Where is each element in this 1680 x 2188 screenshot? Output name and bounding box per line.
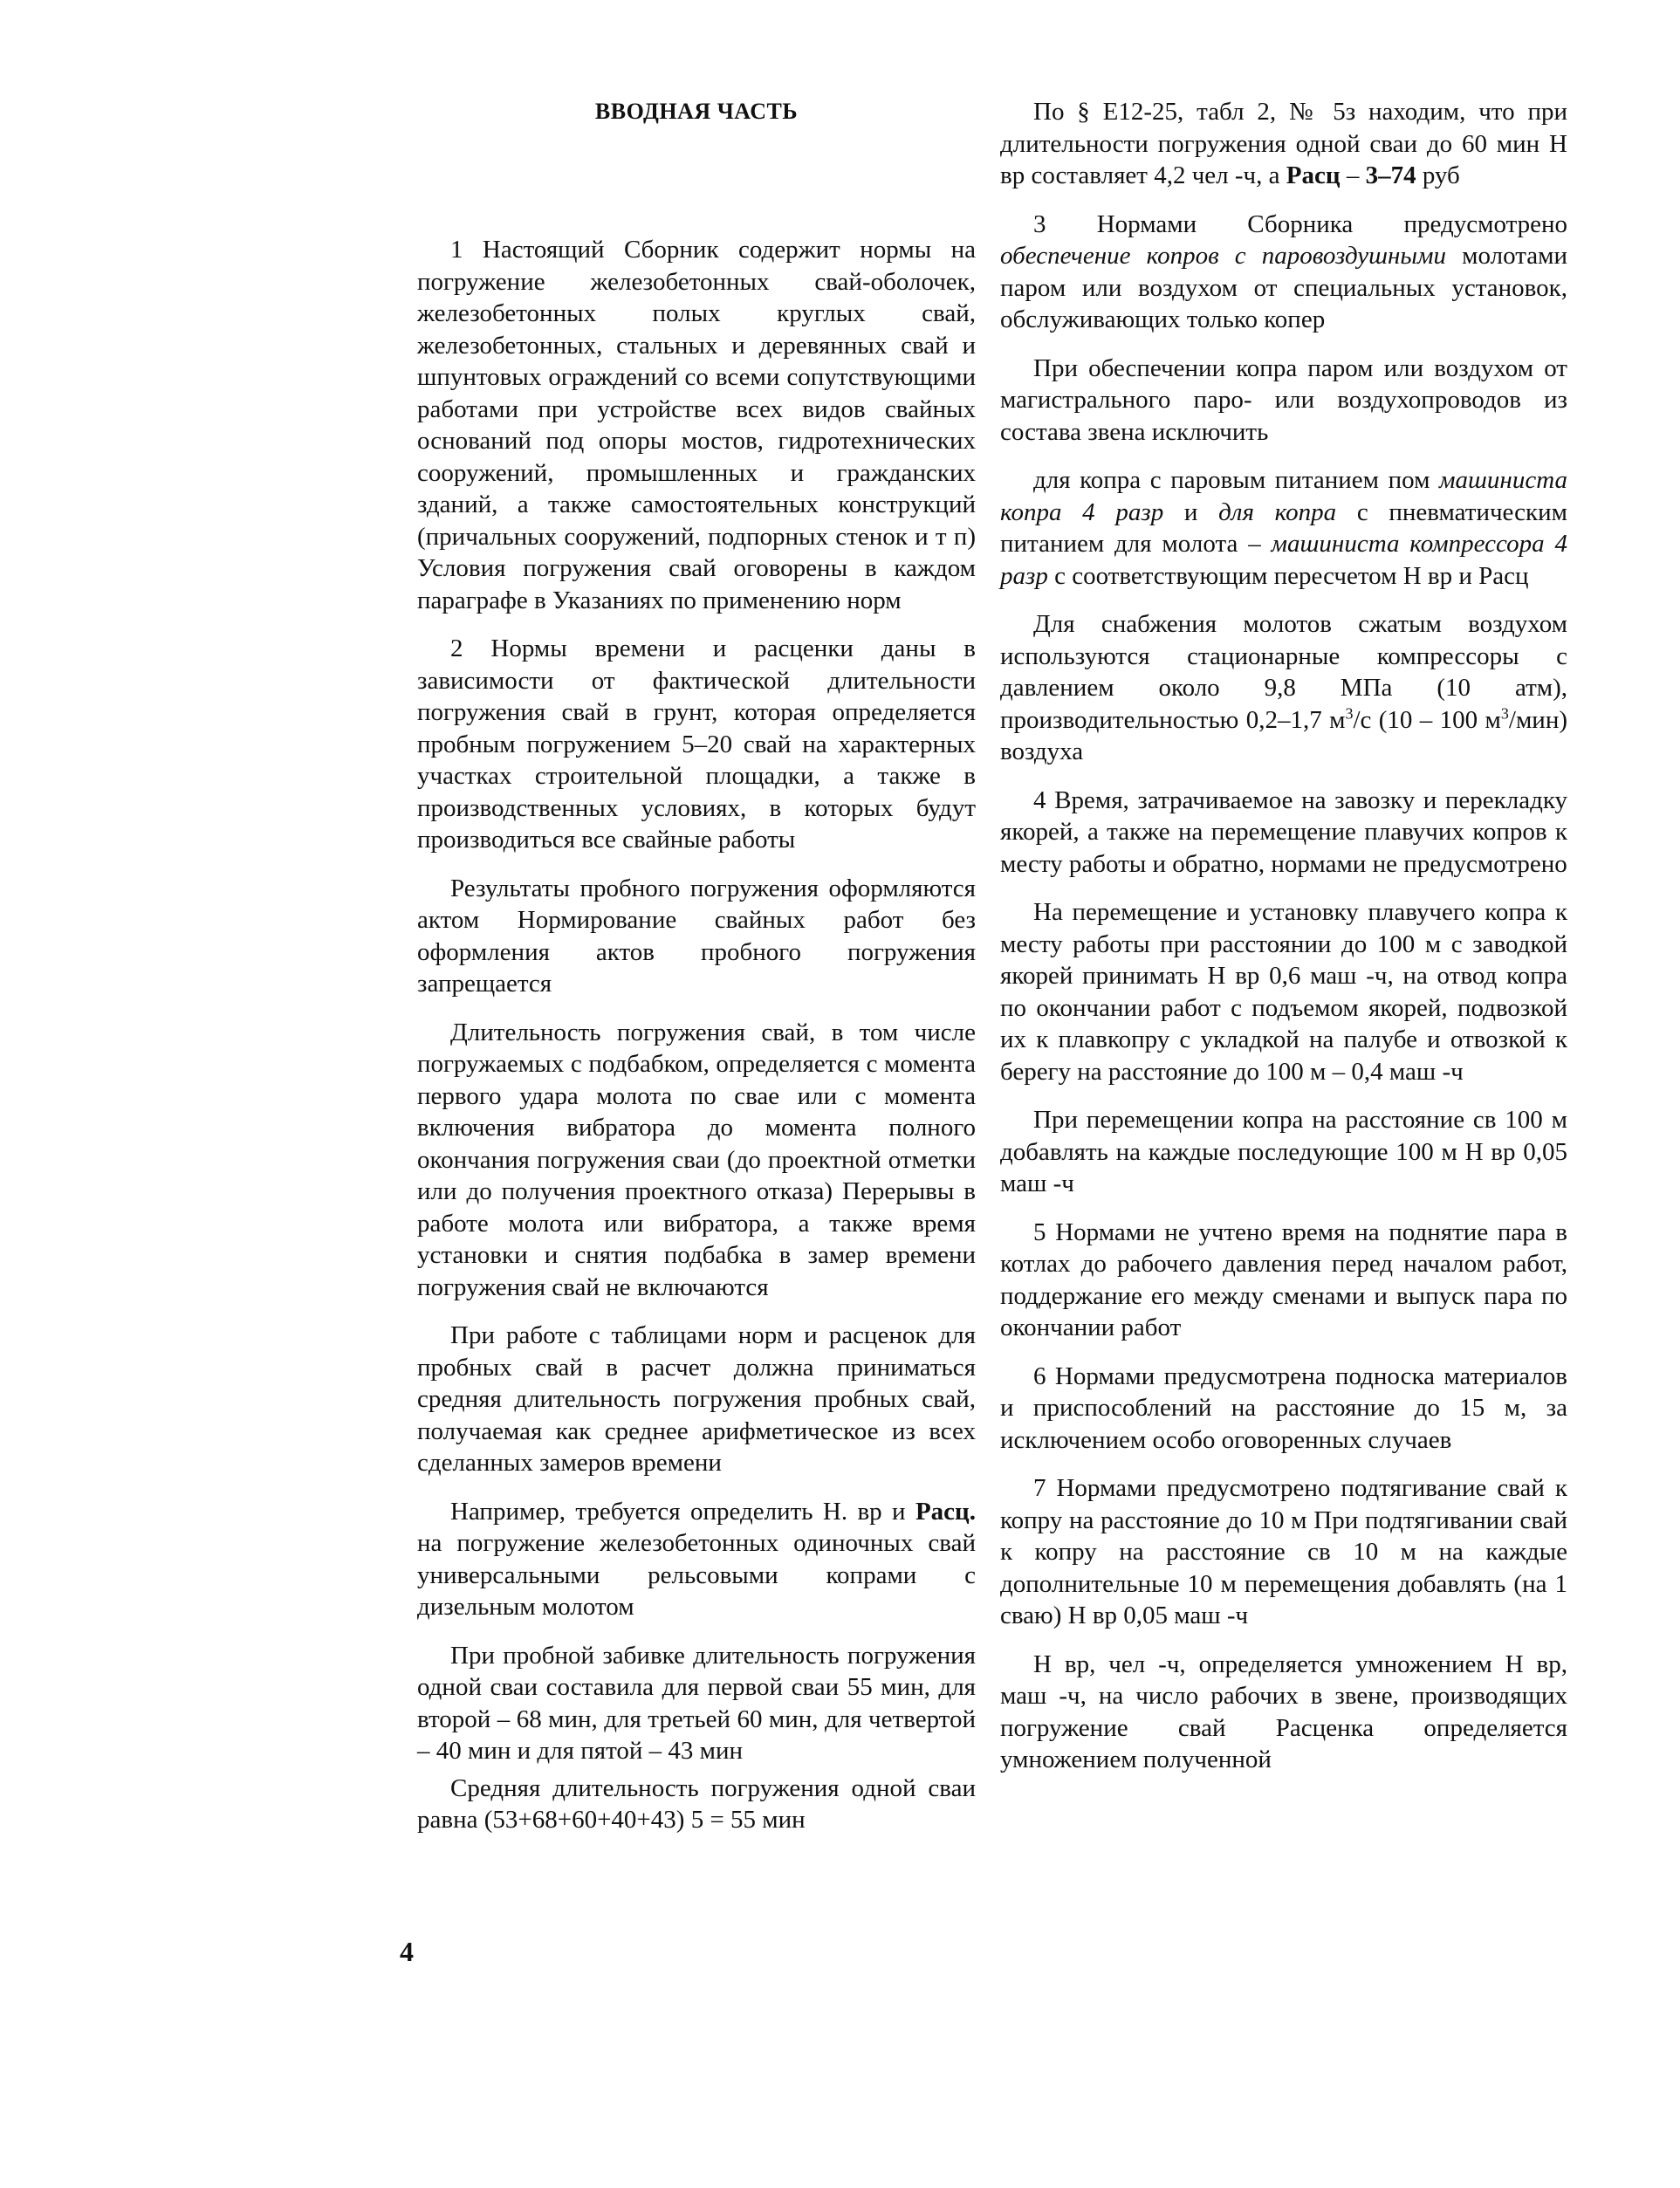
right-paragraph-8: При перемещении копра на расстояние св 100 м добавлять на каждые последующие 100 м Н вр 0,05 маш -ч bbox=[1000, 1106, 1567, 1197]
right-p4-italic-3: машиниста компрессора 4 разр bbox=[1000, 530, 1568, 590]
example-paragraph-2: При пробной забивке длительность погружения одной сваи составила для первой сваи 55 мин, для второй – 68 мин, для третьей 60 мин, для четвертой – 40 мин и для пятой – 43 мин bbox=[417, 1641, 976, 1765]
paragraph-2: 2 Нормы времени и расценки даны в зависимости от фактической длительности погружения свай в грунт, которая определяется пробным погружением 5–20 свай на характерных участках строительной площадки, а также в производственных условиях, в которых будут производиться все свайные работы bbox=[417, 634, 976, 854]
right-p1-bold-value: 3–74 bbox=[1365, 161, 1416, 189]
right-p1-dash: – bbox=[1340, 161, 1366, 189]
right-paragraph-11: 7 Нормами предусмотрено подтягивание свай к копру на расстояние до 10 м При подтягивании свай к копру на расстояние св 10 м на каждые дополнительные 10 м перемещения добавлять (на 1 сваю) Н вр 0,05 маш -ч bbox=[1000, 1474, 1567, 1629]
right-p5-sup-2: 3 bbox=[1500, 703, 1509, 722]
right-paragraph-9: 5 Нормами не учтено время на поднятие пара в котлах до рабочего давления перед началом работ, поддержание его между сменами и выпуск пара по окончании работ bbox=[1000, 1217, 1567, 1341]
paragraph-1: 1 Настоящий Сборник содержит нормы на погружение железобетонных свай-оболочек, железобетонных полых круглых свай, железобетонных, стальных и деревянных свай и шпунтовых ограждений со всеми сопутствующими работами при устройстве всех видов свайных оснований под опоры мостов, гидротехнических сооружений, промышленных и гражданских зданий, а также самостоятельных конструкций (причальных сооружений, подпорных стенок и т п) Условия погружения свай оговорены в каждом параграфе в Указаниях по применению норм bbox=[417, 236, 976, 614]
right-p4-b: и bbox=[1163, 497, 1219, 526]
right-p4-c: с пневматическим питанием для молота – bbox=[1000, 497, 1567, 558]
right-p4-italic-1: машиниста копра 4 разр bbox=[1000, 466, 1567, 526]
paragraph-5: При работе с таблицами норм и расценок для пробных свай в расчет должна приниматься средняя длительность погружения пробных свай, получаемая как среднее арифметическое из всех сделанных замеров времени bbox=[417, 1321, 976, 1477]
example-paragraph-1 bbox=[417, 1496, 976, 1623]
right-p5-c: /мин) воздуха bbox=[1000, 705, 1567, 765]
right-paragraph-4 bbox=[1000, 464, 1567, 592]
right-p2-start: 3 Нормами Сборника предусмотрено bbox=[1033, 209, 1567, 238]
page-number: 4 bbox=[400, 1936, 414, 1967]
right-paragraph-2 bbox=[1000, 209, 1567, 336]
right-p4-a: для копра с паровым питанием пом bbox=[1033, 466, 1430, 494]
right-p1-rub: руб bbox=[1416, 161, 1460, 189]
right-p5-sup-1: 3 bbox=[1345, 703, 1354, 722]
right-paragraph-3: При обеспечении копра паром или воздухом от магистрального паро- или воздухопроводов из состава звена исключить bbox=[1000, 353, 1567, 446]
example-bold-rasc: Расц. bbox=[915, 1497, 977, 1526]
right-p4-d: с соответствующим пересчетом Н вр и Расц bbox=[1047, 561, 1529, 590]
paragraph-3: Результаты пробного погружения оформляются актом Нормирование свайных работ без оформления актов пробного погружения запрещается bbox=[417, 874, 976, 998]
right-p2-end: молотами паром или воздухом от специальных установок, обслуживающих только копер bbox=[1000, 242, 1567, 333]
right-p5-a: Для снабжения молотов сжатым воздухом используются стационарные компрессоры с давлением около 9,8 МПа (10 атм), производительностью 0,2–1,7 м bbox=[1000, 610, 1567, 734]
right-p5-b: /с (10 – 100 м bbox=[1353, 705, 1501, 734]
right-p1-bold-rasc: Расц bbox=[1286, 161, 1341, 189]
right-p2-italic: обеспечение копров с паровоздушными bbox=[1000, 242, 1447, 270]
right-paragraph-1 bbox=[1000, 96, 1567, 192]
right-paragraph-7: На перемещение и установку плавучего копра к месту работы при расстоянии до 100 м с заводкой якорей принимать Н вр 0,6 маш -ч, на отвод копра по окончании работ с подъемом якорей, подвозкой их к плавкопру с укладкой на палубе и отвозкой к берегу на расстояние до 100 м – 0,4 маш -ч bbox=[1000, 898, 1567, 1086]
example-text-a: Например, требуется определить Н. вр и bbox=[450, 1497, 906, 1526]
right-paragraph-6: 4 Время, затрачиваемое на завозку и перекладку якорей, а также на перемещение плавучих копров к месту работы и обратно, нормами не предусмотрено bbox=[1000, 785, 1567, 878]
example-text-b: на погружение железобетонных одиночных свай универсальными рельсовыми копрами с дизельным молотом bbox=[417, 1529, 976, 1621]
page-title: ВВОДНАЯ ЧАСТЬ bbox=[594, 99, 799, 124]
right-paragraph-5 bbox=[1000, 608, 1567, 768]
paragraph-4: Длительность погружения свай, в том числе погружаемых с подбабком, определяется с момента первого удара молота по свае или с момента включения вибратора до момента полного окончания погружения сваи (до проектной отметки или до получения проектного отказа) Перерывы в работе молота или вибратора, а также время установки и снятия подбабка в замер времени погружения свай не включаются bbox=[417, 1018, 976, 1301]
right-column bbox=[1000, 96, 1567, 1793]
right-p1-text: По § Е12-25, табл 2, № 5з находим, что при длительности погружения одной сваи до 60 мин Н вр составляет 4,2 чел -ч, а bbox=[1000, 98, 1567, 189]
right-paragraph-12: Н вр, чел -ч, определяется умножением Н вр, маш -ч, на число рабочих в звене, производящих погружение свай Расценка определяется умножением полученной bbox=[1000, 1650, 1567, 1773]
right-paragraph-10: 6 Нормами предусмотрена подноска материалов и приспособлений на расстояние до 15 м, за исключением особо оговоренных случаев bbox=[1000, 1361, 1567, 1454]
left-column bbox=[417, 96, 976, 1842]
example-paragraph-3: Средняя длительность погружения одной сваи равна (53+68+60+40+43) 5 = 55 мин bbox=[417, 1773, 976, 1834]
right-p4-italic-2: для копра bbox=[1218, 497, 1337, 526]
